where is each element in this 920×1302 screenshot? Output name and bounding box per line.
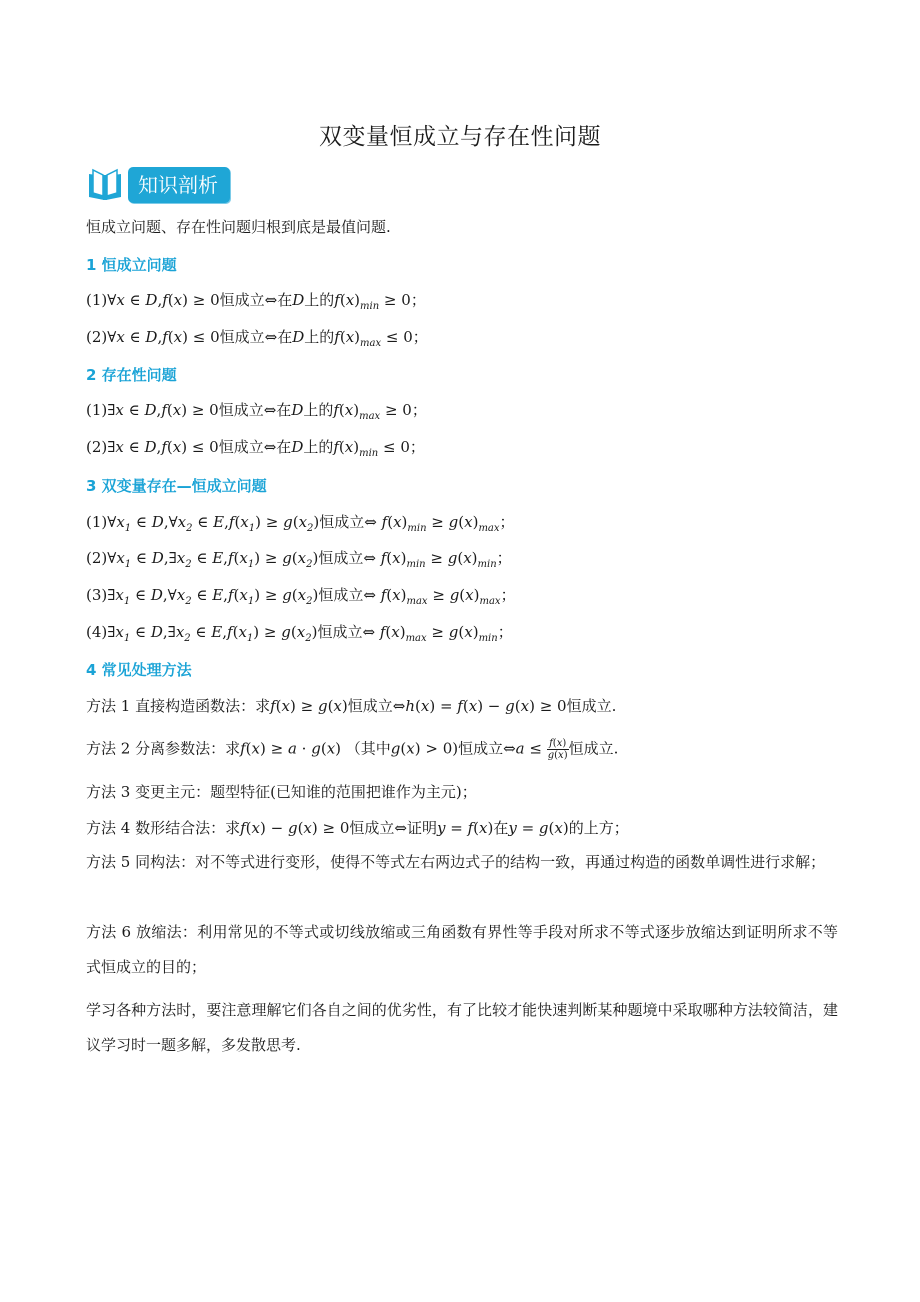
section-heading-2: 2 存在性问题: [86, 366, 177, 384]
formula-line: $(3)\exists x_1$ ∈ $D,\forall x_2$ ∈ $E,f(x_1) \ge g(x_2)$恒成立⇔ $f(x)_{max} \ge g(x)_{max}$；: [86, 586, 516, 607]
formula-line: (2)∃x ∈ D,f(x) ≤ 0恒成立⇔在D上的$f(x)_{min} \le 0$；: [86, 438, 425, 459]
method-5: 方法 5 同构法：对不等式进行变形，使得不等式左右两边式子的结构一致，再通过构造的函数单调性进行求解；: [86, 853, 826, 871]
open-book-icon: [86, 167, 124, 203]
intro-text: 恒成立问题、存在性问题归根到底是最值问题.: [86, 218, 391, 236]
formula-line: $(4)\exists x_1$ ∈ $D,\exists x_2$ ∈ $E,f(x_1) \ge g(x_2)$恒成立⇔ $f(x)_{max} \ge g(x)_{min}$；: [86, 623, 513, 644]
method-1: 方法 1 直接构造函数法：求f(x) ≥ g(x)恒成立⇔h(x) = f(x) − g(x) ≥ 0恒成立.: [86, 697, 617, 715]
fraction: $\frac{f(x)}{g(x)}$: [547, 738, 568, 761]
formula-line: (1)∃x ∈ D,f(x) ≥ 0恒成立⇔在D上的$f(x)_{max} \ge 0$；: [86, 401, 427, 422]
method-4: 方法 4 数形结合法：求f(x) − g(x) ≥ 0恒成立⇔证明y = f(x)在y = g(x)的上方；: [86, 819, 629, 837]
closing-paragraph: 学习各种方法时，要注意理解它们各自之间的优劣性，有了比较才能快速判断某种题境中采取哪种方法较简洁，建议学习时一题多解，多发散思考.: [86, 1001, 838, 1054]
method-6: 方法 6 放缩法：利用常见的不等式或切线放缩或三角函数有界性等手段对所求不等式逐步放缩达到证明所求不等式恒成立的目的；: [86, 923, 838, 976]
formula-line: (1)∀x ∈ D,f(x) ≥ 0恒成立⇔在D上的$f(x)_{min} \ge 0$；: [86, 291, 426, 312]
section-badge: [86, 164, 230, 206]
method-2: 方法 2 分离参数法：求f(x) ≥ a · g(x) （其中g(x) > 0)恒成立⇔a ≤ $\frac{f(x)}{g(x)}$ 恒成立.: [86, 738, 619, 761]
section-heading-4: 4 常见处理方法: [86, 661, 192, 679]
page-title: 双变量恒成立与存在性问题: [319, 124, 601, 150]
formula-line: $(1)\forall x_1$ ∈ $D,\forall x_2$ ∈ $E,f(x_1) \ge g(x_2)$恒成立⇔ $f(x)_{min} \ge g(x)_{max}$；: [86, 513, 515, 534]
section-heading-3: 3 双变量存在—恒成立问题: [86, 477, 267, 495]
formula-line: $(2)\forall x_1$ ∈ $D,\exists x_2$ ∈ $E,f(x_1) \ge g(x_2)$恒成立⇔ $f(x)_{min} \ge g(x)_{min}$；: [86, 549, 512, 570]
formula-line: (2)∀x ∈ D,f(x) ≤ 0恒成立⇔在D上的$f(x)_{max} \le 0$；: [86, 328, 428, 349]
badge-label: 知识剖析: [128, 167, 230, 203]
section-heading-1: 1 恒成立问题: [86, 256, 177, 274]
method-3: 方法 3 变更主元：题型特征(已知谁的范围把谁作为主元)；: [86, 783, 477, 801]
